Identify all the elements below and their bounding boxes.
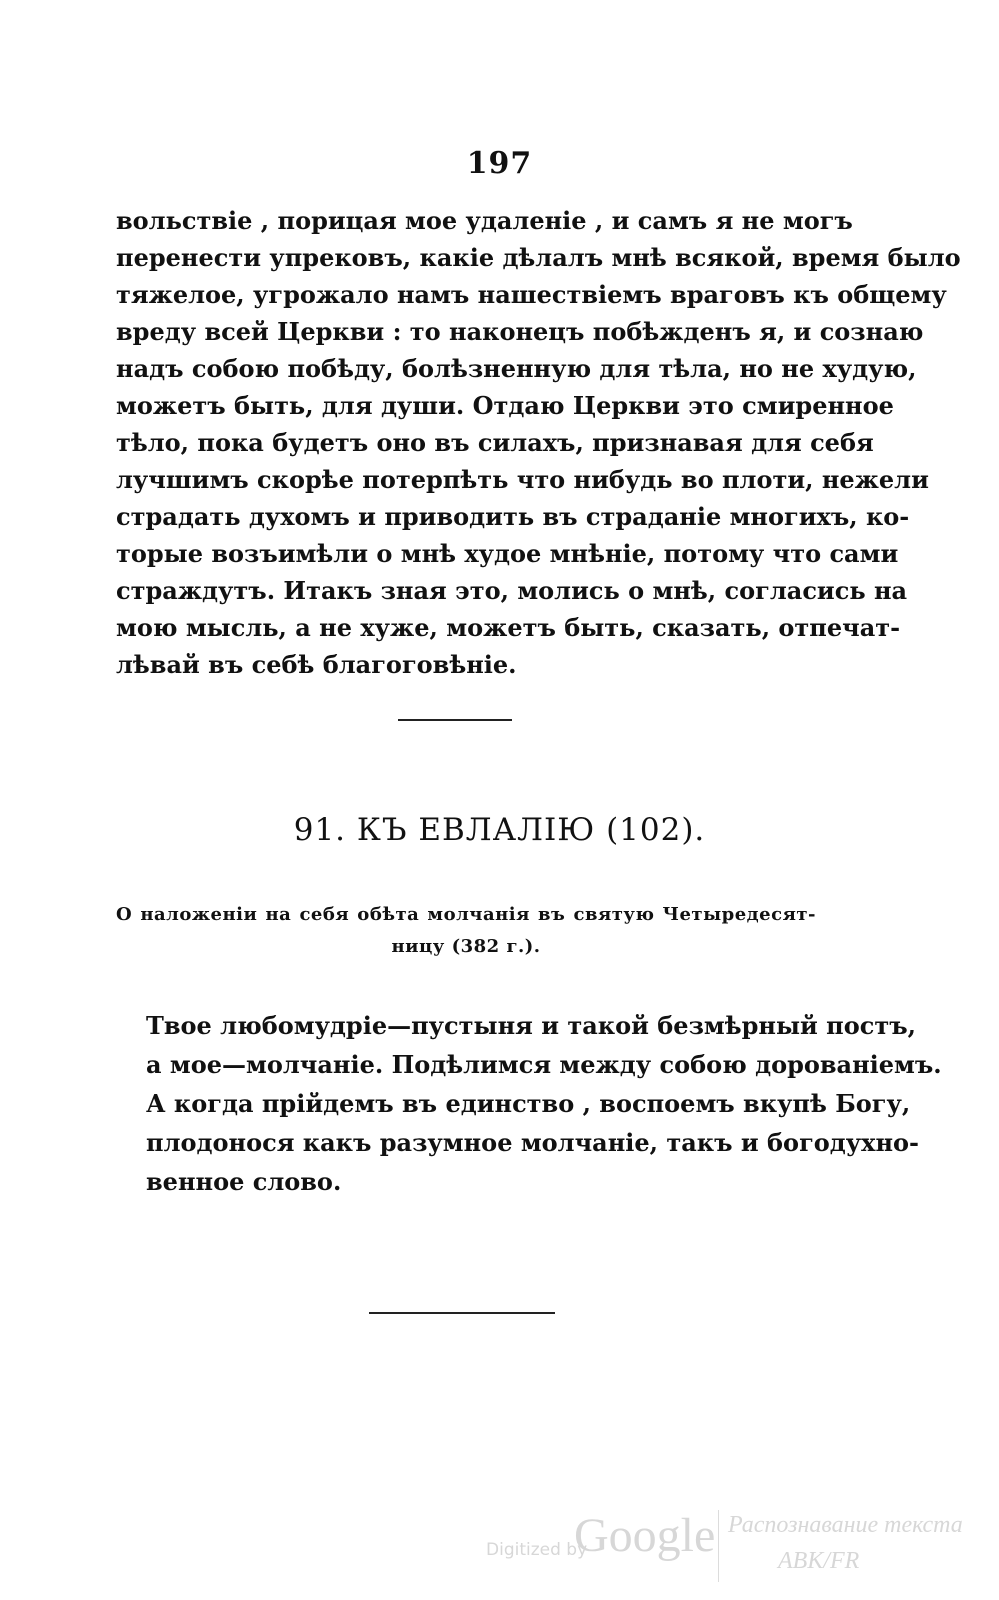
text-line: можетъ быть, для души. Отдаю Церкви это смиренное	[116, 391, 894, 420]
paragraph-continued-letter	[116, 202, 961, 683]
text-line: перенести упрековъ, какіе дѣлалъ мнѣ всякой, время было	[116, 243, 961, 272]
text-line: надъ собою побѣду, болѣзненную для тѣла, но не худую,	[116, 354, 917, 383]
text-line: лѣвай въ себѣ благоговѣніе.	[116, 650, 517, 679]
text-line: мою мысль, а не хуже, можетъ быть, сказать, отпечат-	[116, 613, 901, 642]
text-line: страждутъ. Итакъ зная это, молись о мнѣ, согласись на	[116, 576, 908, 605]
text-line: а мое—молчаніе. Подѣлимся между собою дорованіемъ.	[146, 1050, 942, 1079]
text-line: тяжелое, угрожало намъ нашествіемъ враговъ къ общему	[116, 280, 947, 309]
page-number: 197	[466, 146, 533, 181]
section-divider	[398, 719, 512, 721]
text-line: тѣло, пока будетъ оно въ силахъ, признавая для себя	[116, 428, 874, 457]
watermark-ocr-credit: ABK/FR	[778, 1548, 860, 1574]
watermark-ocr-text: Распознавание текста	[728, 1512, 963, 1538]
text-line: вреду всей Церкви : то наконецъ побѣжденъ я, и сознаю	[116, 317, 924, 346]
text-line: страдать духомъ и приводить въ страданіе многихъ, ко-	[116, 502, 910, 531]
google-logo: Google	[574, 1509, 716, 1562]
text-line: лучшимъ скорѣе потерпѣть что нибудь во плоти, нежели	[116, 465, 929, 494]
summary-line: О наложеніи на себя обѣта молчанія въ святую Четыредесят-	[116, 904, 816, 925]
text-line: венное слово.	[146, 1167, 342, 1196]
digitization-watermark	[486, 1500, 994, 1590]
watermark-divider	[718, 1510, 719, 1582]
paragraph-letter-body	[146, 1006, 942, 1201]
watermark-digitized-text: Digitized by	[486, 1540, 588, 1560]
section-heading: 91. КЪ ЕВЛАЛІЮ (102).	[293, 812, 706, 848]
text-line: вольствіе , порицая мое удаленіе , и самъ я не могъ	[116, 206, 853, 235]
section-summary	[116, 899, 816, 963]
text-line: плодонося какъ разумное молчаніе, такъ и богодухно-	[146, 1128, 919, 1157]
summary-line: ницу (382 г.).	[391, 936, 541, 957]
end-divider	[369, 1312, 555, 1314]
text-line: торые возъимѣли о мнѣ худое мнѣніе, потому что сами	[116, 539, 899, 568]
text-line: Твое любомудріе—пустыня и такой безмѣрный постъ,	[146, 1011, 916, 1040]
text-line: А когда прійдемъ въ единство , воспоемъ вкупѣ Богу,	[146, 1089, 911, 1118]
